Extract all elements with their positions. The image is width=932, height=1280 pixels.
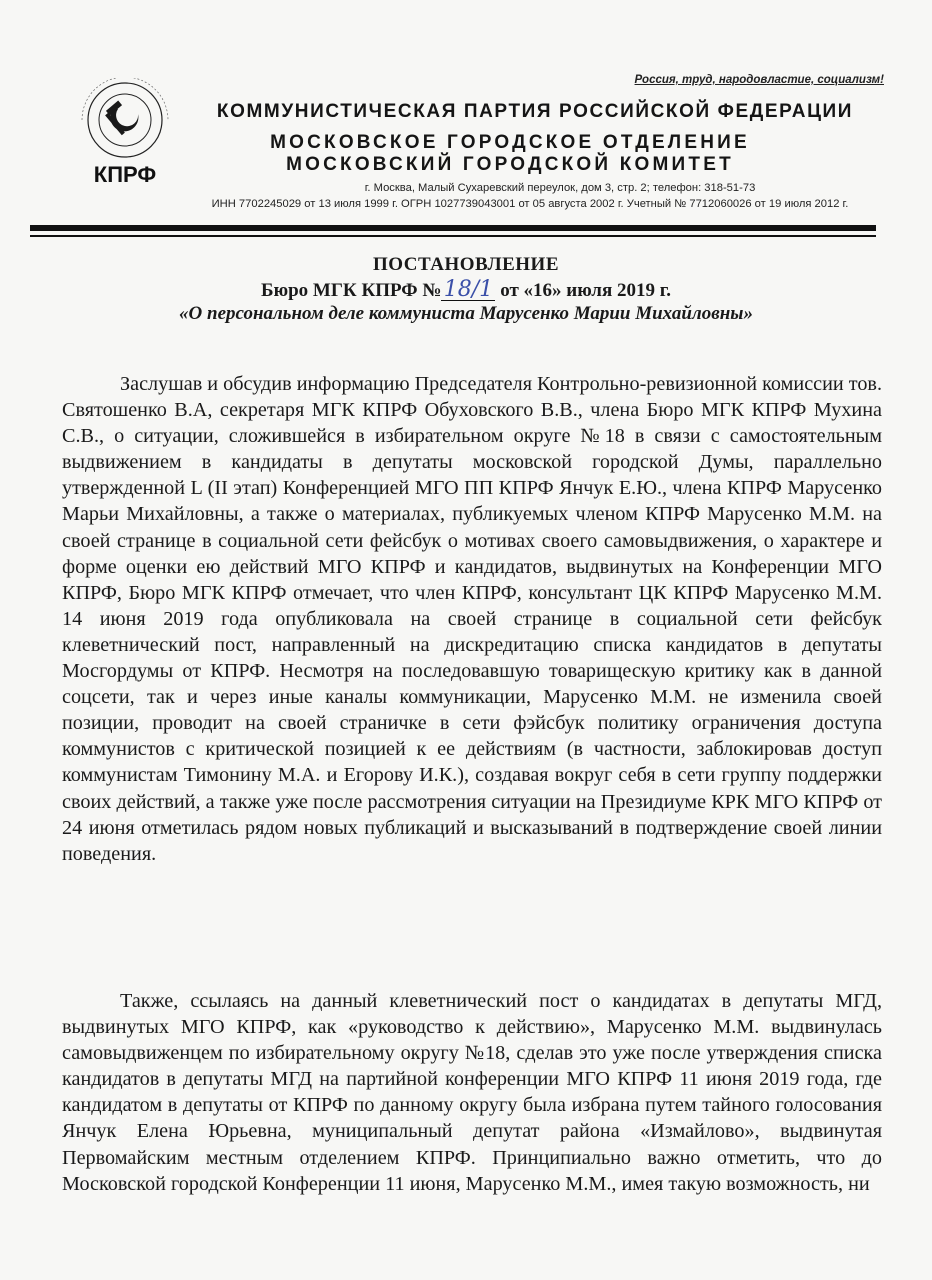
party-slogan: Россия, труд, народовластие, социализм! xyxy=(634,74,884,86)
document-title: ПОСТАНОВЛЕНИЕ xyxy=(372,254,560,275)
document-number-line xyxy=(0,277,932,302)
header-rule-thick xyxy=(30,225,876,231)
party-name: КОММУНИСТИЧЕСКАЯ ПАРТИЯ РОССИЙСКОЙ ФЕДЕРАЦИИ xyxy=(216,101,854,122)
logo-text: КПРФ xyxy=(93,162,157,187)
body-paragraph-1: Заслушав и обсудив информацию Председателя Контрольно-ревизионной комиссии тов. Святошенко В.А, секретаря МГК КПРФ Обуховского В.В., члена Бюро МГК КПРФ Мухина С.В., о ситуации, сложившейся в избирательном округе №18 в связи с самостоятельным выдвижением в кандидаты в депутаты московской городской Думы, параллельно утвержденной L (II этап) Конференцией МГО ПП КПРФ Янчук Е.Ю., члена КПРФ Марусенко Марьи Михайловны, а также о материалах, публикуемых членом КПРФ Марусенко М.М. на своей странице в социальной сети фейсбук о мотивах своего самовыдвижения, о характере и форме оценки ею действий МГО КПРФ и кандидатов, выдвинутых на Конференции МГО КПРФ, Бюро МГК КПРФ отмечает, что член КПРФ, консультант ЦК КПРФ Марусенко М.М. 14 июня 2019 года опубликовала на своей странице в социальной сети фейсбук клеветнический пост, направленный на дискредитацию списка кандидатов в депутаты Мосгордумы от КПРФ. Несмотря на последовавшую товарищескую критику как в данной соцсети, так и через иные каналы коммуникации, Марусенко М.М. не изменила своей позиции, проводит на своей страничке в сети фэйсбук политику ограничения доступа коммунистов с критической позицией к ее действиям (в частности, заблокировав доступ коммунистам Тимонину М.А. и Егорову И.К.), создавая вокруг себя в сети группу поддержки своих действий, а также уже после рассмотрения ситуации на Президиуме КРК МГО КПРФ от 24 июня отметилась рядом новых публикаций и высказываний в подтверждение своей линии поведения. xyxy=(62,373,882,865)
issuer-prefix: Бюро МГК КПРФ № xyxy=(261,280,442,301)
body-paragraph-2: Также, ссылаясь на данный клеветнический пост о кандидатах в депутаты МГД, выдвинутых МГО КПРФ, как «руководство к действию», Марусенко М.М. выдвинулась самовыдвиженцем по избирательному округу №18, сделав это уже после утверждения списка кандидатов в депутаты МГД на партийной конференции МГО КПРФ 11 июня 2019 года, где кандидатом в депутаты от КПРФ по данному округу была избрана путем тайного голосования Янчук Елена Юрьевна, муниципальный депутат района «Измайлово», выдвинутая Первомайским местным отделением КПРФ. Принципиально важно отметить, что до Московской городской Конференции 11 июня, Марусенко М.М., имея такую возможность, ни xyxy=(62,990,882,1195)
kprf-logo xyxy=(78,78,173,188)
document-subject: «О персональном деле коммуниста Марусенко Марии Михайловны» xyxy=(179,303,753,324)
committee-name: МОСКОВСКИЙ ГОРОДСКОЙ КОМИТЕТ xyxy=(286,154,734,175)
header-rule-thin xyxy=(30,235,876,237)
handwritten-number: 18/1 xyxy=(441,280,495,301)
registration-line: ИНН 7702245029 от 13 июля 1999 г. ОГРН 1027739043001 от 05 августа 2002 г. Учетный № 7712060026 от 19 июля 2012 г. xyxy=(211,198,849,210)
address-line: г. Москва, Малый Сухаревский переулок, дом 3, стр. 2; телефон: 318-51-73 xyxy=(364,182,756,194)
branch-name: МОСКОВСКОЕ ГОРОДСКОЕ ОТДЕЛЕНИЕ xyxy=(270,132,750,153)
document-date: от «16» июля 2019 г. xyxy=(500,280,671,301)
